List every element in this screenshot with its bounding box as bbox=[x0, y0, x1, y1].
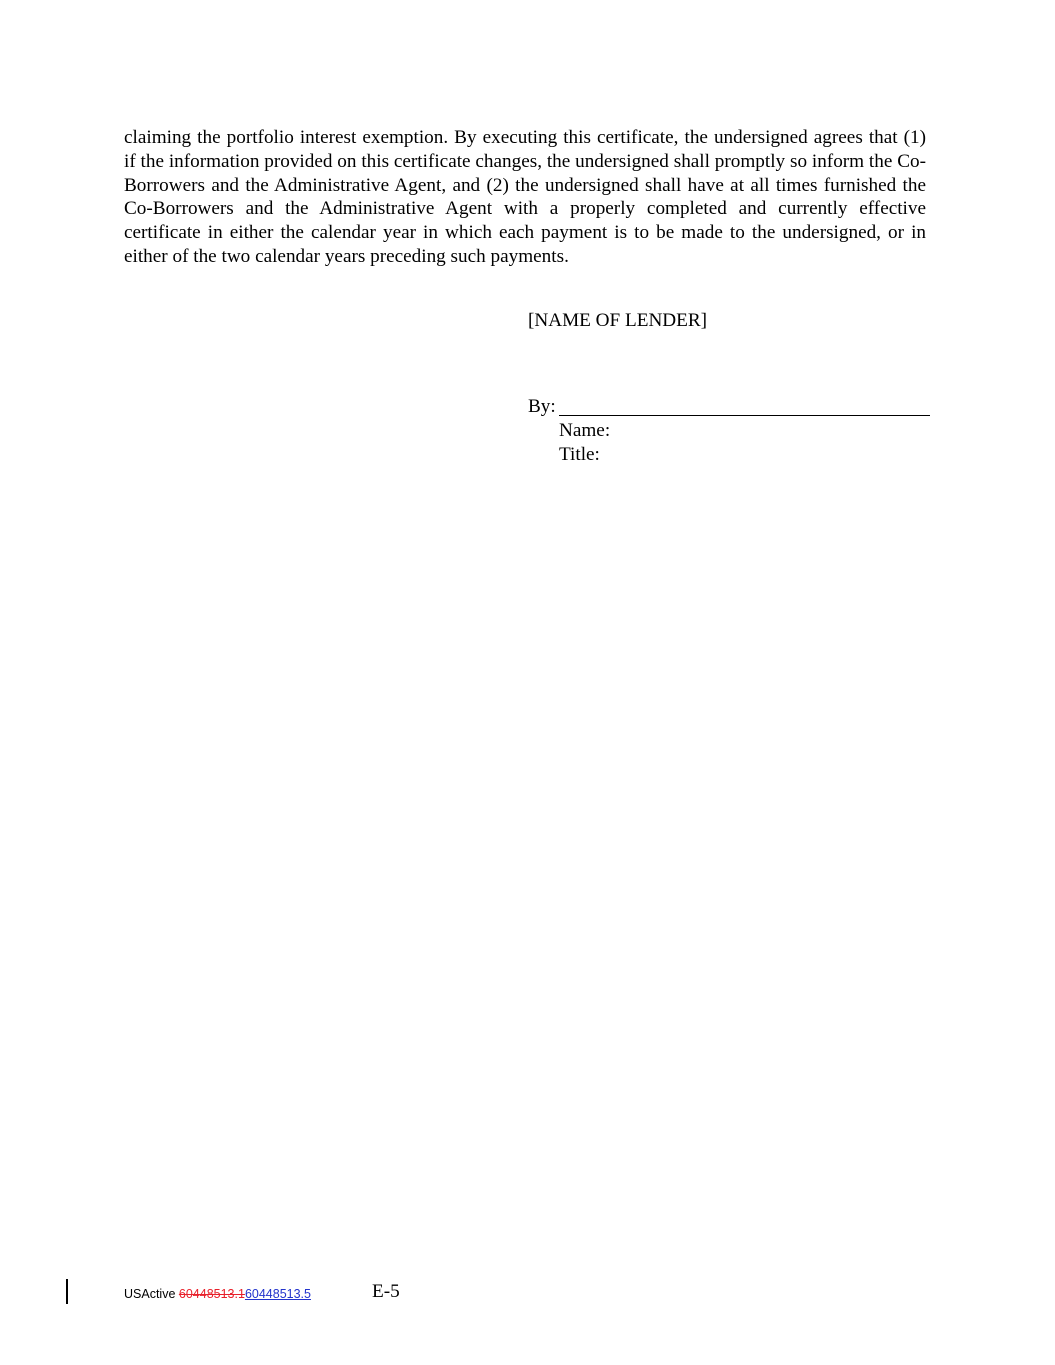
footer-doc-id-inserted: 60448513.5 bbox=[244, 1287, 311, 1301]
footer-doc-id-deleted: 60448513.1 bbox=[178, 1287, 245, 1301]
signature-by-row bbox=[528, 395, 930, 419]
revision-change-bar bbox=[66, 1279, 68, 1304]
lender-name-placeholder: [NAME OF LENDER] bbox=[528, 310, 708, 331]
signature-title-label: Title: bbox=[559, 444, 600, 465]
footer-doc-prefix: USActive bbox=[124, 1287, 179, 1301]
body-paragraph: claiming the portfolio interest exemption. By executing this certificate, the undersigned agrees that (1) if the information provided on this certificate changes, the undersigned shall promptly so inform the Co-Borrowers and the Administrative Agent, and (2) the undersigned shall have at all times furnished the Co-Borrowers and the Administrative Agent with a properly completed and currently effective certificate in either the calendar year in which each payment is to be made to the undersigned, or in either of the two calendar years preceding such payments. bbox=[124, 127, 926, 267]
signature-line bbox=[559, 415, 930, 416]
signature-by-label: By: bbox=[528, 396, 556, 417]
footer-document-id bbox=[124, 1286, 311, 1302]
page-number: E-5 bbox=[372, 1281, 400, 1302]
signature-name-label: Name: bbox=[559, 420, 611, 441]
